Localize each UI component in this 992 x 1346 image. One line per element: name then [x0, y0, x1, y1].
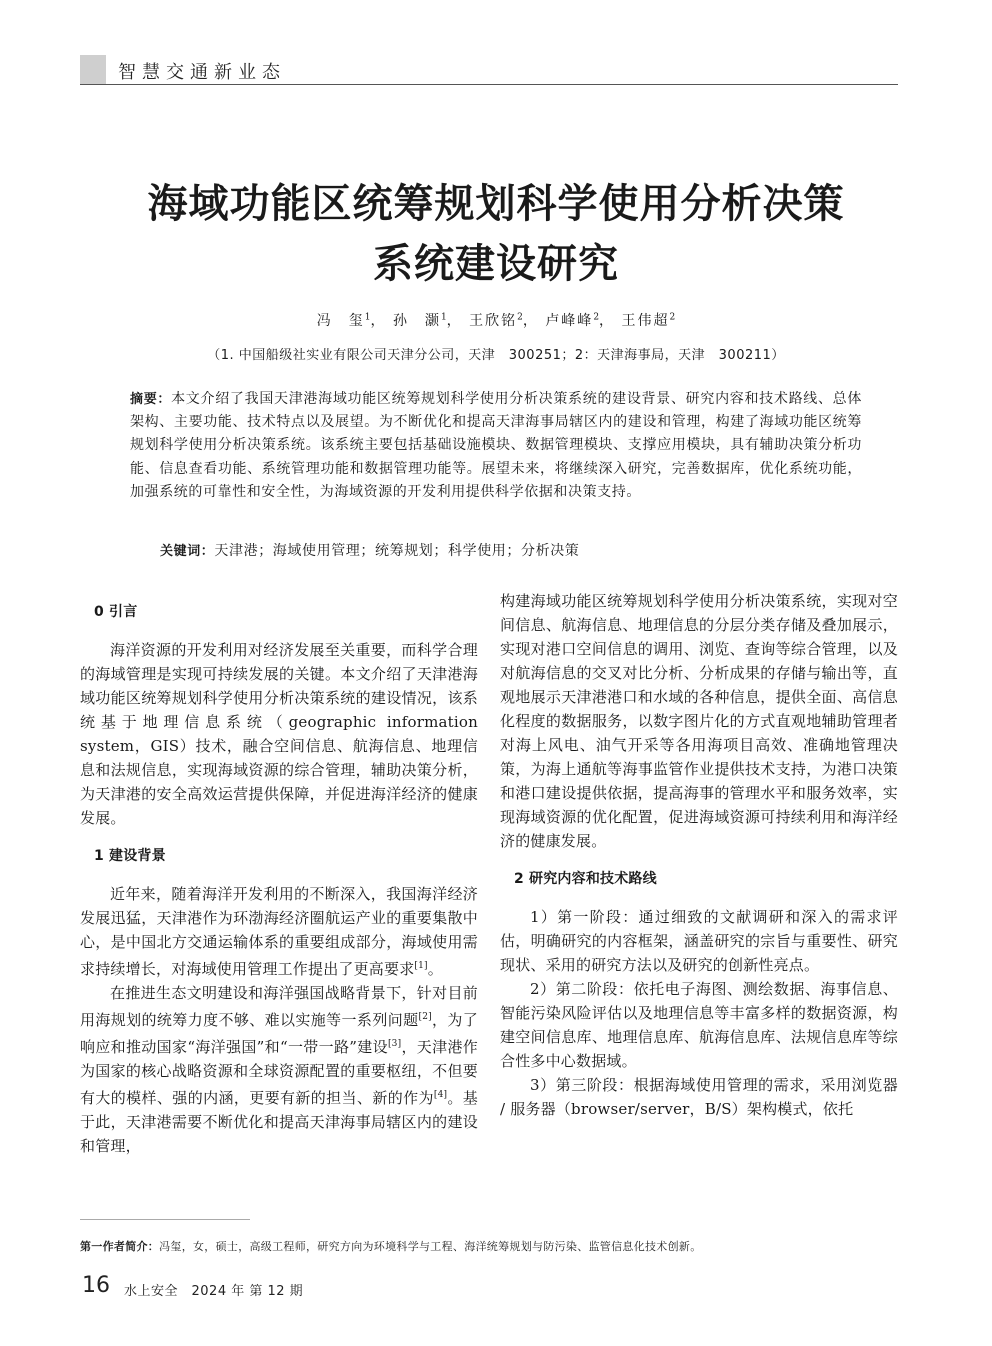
affiliations: （1. 中国船级社实业有限公司天津分公司，天津 300251；2：天津海事局，天津 300211）	[207, 348, 785, 363]
paragraph-text: ，为了响应和推动国家“海洋强国”和“一带一路”建设	[80, 1011, 478, 1056]
paper-title-line1: 海域功能区统筹规划科学使用分析决策	[147, 181, 845, 227]
section-heading: 2 研究内容和技术路线	[514, 871, 657, 887]
author-affil-mark: 1	[440, 312, 447, 323]
author-footnote	[80, 1238, 702, 1254]
author-name: 王伟超	[621, 313, 670, 329]
author-affil-mark: 2	[669, 312, 676, 323]
footnote-rule	[80, 1219, 250, 1220]
citation: [4]	[433, 1090, 448, 1100]
journal-info: 水上安全 2024 年 第 12 期	[124, 1284, 304, 1299]
paragraph: 2）第二阶段：依托电子海图、测绘数据、海事信息、智能污染风险评估以及地理信息等丰富多样的数据资源，构建空间信息库、地理信息库、航海信息库、法规信息库等综合性多中心数据域。	[500, 980, 898, 1070]
paragraph: 3）第三阶段：根据海域使用管理的需求，采用浏览器 / 服务器（browser/server，B/S）架构模式，依托	[500, 1076, 898, 1118]
author-list: 冯 玺$^1$， 孙 灏$^1$， 王欣铭$^2$， 卢峰峰$^2$， 王伟超$^2$	[316, 312, 676, 329]
footnote-label: 第一作者简介：	[80, 1240, 160, 1253]
paragraph	[80, 981, 478, 1158]
section-heading: 1 建设背景	[94, 848, 166, 864]
author-name: 王欣铭	[469, 313, 518, 329]
paragraph	[80, 882, 478, 981]
paper-title-line2: 系统建设研究	[373, 241, 619, 287]
abstract	[130, 388, 862, 504]
left-column	[80, 600, 478, 1158]
author-affil-mark: 2	[517, 312, 523, 323]
author-name: 冯 玺	[316, 313, 365, 329]
author-affil-mark: 2	[593, 312, 600, 323]
header-marker	[80, 55, 106, 85]
citation: [3]	[387, 1039, 402, 1049]
paragraph-text: 在推进生态文明建设和海洋强国战略背景下，针对目前用海规划的统筹力度不够、难以实施等一系列问题	[80, 984, 478, 1029]
author-affil-mark: 1	[364, 312, 371, 323]
paragraph-text: 近年来，随着海洋开发利用的不断深入，我国海洋经济发展迅猛，天津港作为环渤海经济圈航运产业的重要集散中心，是中国北方交通运输体系的重要组成部分，海域使用需求持续增长，对海域使用管理工作提出了更高要求	[80, 885, 478, 978]
section-heading: 0 引言	[94, 604, 138, 620]
paragraph: 构建海域功能区统筹规划科学使用分析决策系统，实现对空间信息、航海信息、地理信息的分层分类存储及叠加展示，实现对港口空间信息的调用、浏览、查询等综合管理，以及对航海信息的交叉对比分析、分析成果的存储与输出等，直观地展示天津港港口和水域的各种信息，提供全面、高信息化程度的数据服务，以数字图片化的方式直观地辅助管理者对海上风电、油气开采等各用海项目高效、准确地管理决策，为海上通航等海事监管作业提供技术支持，为港口决策和港口建设提供依据，提高海事的管理水平和服务效率，实现海域资源的优化配置，促进海域资源可持续利用和海洋经济的健康发展。	[500, 592, 898, 850]
paragraph-text: 。	[427, 960, 443, 978]
page-number: 16	[82, 1273, 110, 1298]
abstract-text: 本文介绍了我国天津港海域功能区统筹规划科学使用分析决策系统的建设背景、研究内容和技术路线、总体架构、主要功能、技术特点以及展望。为不断优化和提高天津海事局辖区内的建设和管理，构建了海域功能区统筹规划科学使用分析决策系统。该系统主要包括基础设施模块、数据管理模块、支撑应用模块，具有辅助决策分析功能、信息查看功能、系统管理功能和数据管理功能等。展望未来，将继续深入研究，完善数据库，优化系统功能，加强系统的可靠性和安全性，为海域资源的开发利用提供科学依据和决策支持。	[130, 391, 862, 500]
header-rule	[80, 84, 898, 85]
keywords	[160, 540, 579, 560]
abstract-label: 摘要：	[130, 392, 172, 407]
keywords-label: 关键词：	[160, 544, 215, 559]
section-header: 智慧交通新业态	[118, 62, 286, 83]
citation: [1]	[414, 961, 428, 971]
citation: [2]	[418, 1012, 432, 1022]
paragraph: 海洋资源的开发利用对经济发展至关重要，而科学合理的海域管理是实现可持续发展的关键。本文介绍了天津港海域功能区统筹规划科学使用分析决策系统的建设情况，该系统基于地理信息系统（geographic information system，GIS）技术，融合空间信息、航海信息、地理信息和法规信息，实现海域资源的综合管理，辅助决策分析，为天津港的安全高效运营提供保障，并促进海洋经济的健康发展。	[80, 641, 478, 827]
right-column	[500, 589, 898, 1121]
paragraph: 1）第一阶段：通过细致的文献调研和深入的需求评估，明确研究的内容框架，涵盖研究的宗旨与重要性、研究现状、采用的研究方法以及研究的创新性亮点。	[500, 908, 898, 974]
keywords-text: 天津港；海域使用管理；统筹规划；科学使用；分析决策	[214, 543, 580, 559]
footnote-text: 冯玺，女，硕士，高级工程师，研究方向为环境科学与工程、海洋统筹规划与防污染、监管信息化技术创新。	[159, 1240, 702, 1253]
paragraph-text: ，天津港作为国家的核心战略资源和全球资源配置的重要枢纽，不但要有大的模样、强的内涵，更要有新的担当、新的作为	[80, 1038, 478, 1107]
author-name: 孙 灏	[392, 313, 441, 329]
author-name: 卢峰峰	[545, 313, 594, 329]
paragraph-text: 。基于此，天津港需要不断优化和提高天津海事局辖区内的建设和管理，	[80, 1089, 478, 1155]
